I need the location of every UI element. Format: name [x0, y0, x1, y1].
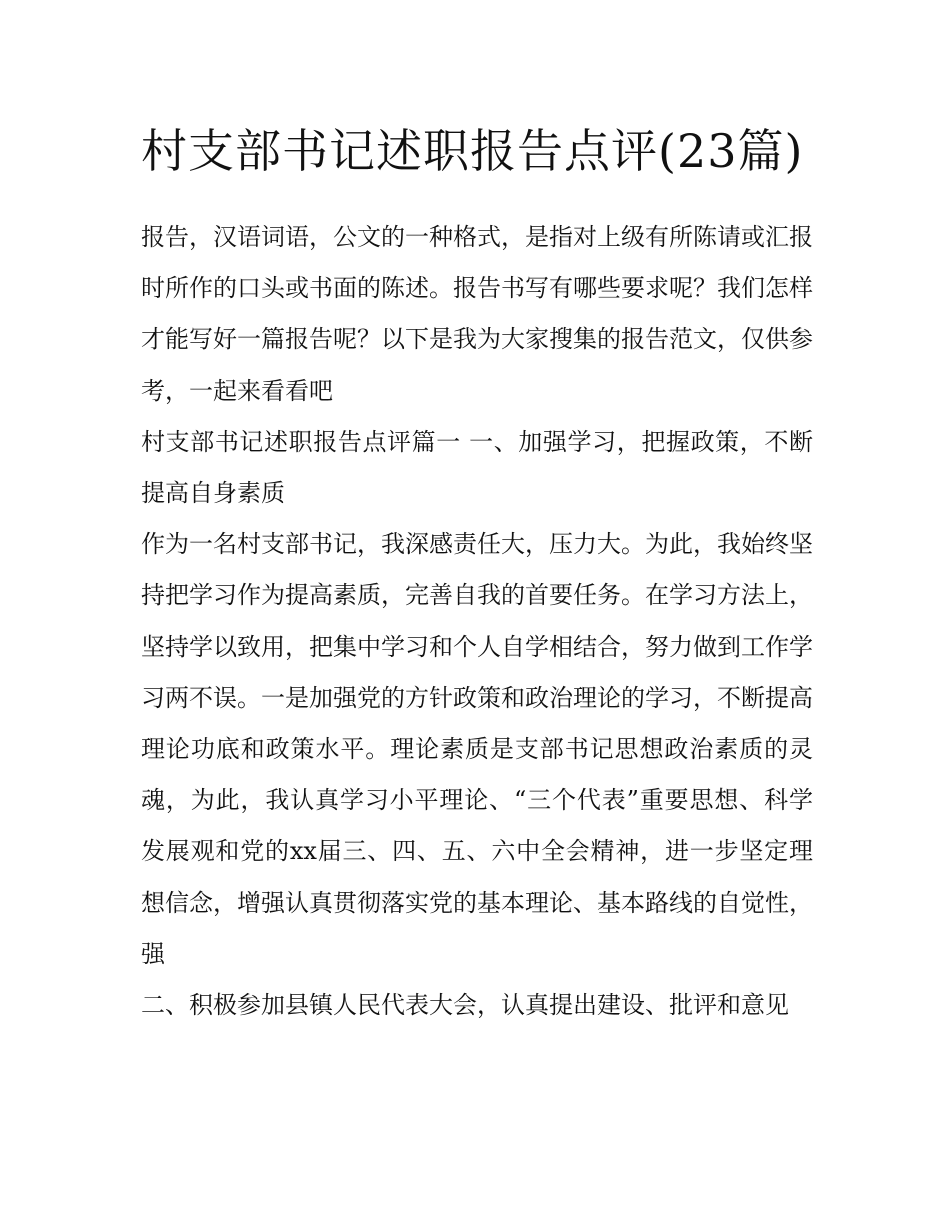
section-heading-paragraph: 村支部书记述职报告点评篇一 一、加强学习，把握政策，不断提高自身素质 [141, 427, 813, 508]
section-heading-paragraph: 二、积极参加县镇人民代表大会，认真提出建设、批评和意见 [141, 991, 789, 1020]
document-body [141, 112, 813, 1031]
document-title: 村支部书记述职报告点评(23篇) [141, 124, 804, 178]
body-paragraph: 作为一名村支部书记，我深感责任大，压力大。为此，我始终坚持把学习作为提高素质，完善自我的首要任务。在学习方法上，坚持学以致用，把集中学习和个人自学相结合，努力做到工作学习两不误。一是加强党的方针政策和政治理论的学习，不断提高理论功底和政策水平。理论素质是支部书记思想政治素质的灵魂，为此，我认真学习小平理论、“三个代表”重要思想、科学发展观和党的xx届三、四、五、六中全会精神，进一步坚定理想信念，增强认真贯彻落实党的基本理论、基本路线的自觉性，强 [141, 530, 813, 968]
intro-paragraph: 报告，汉语词语，公文的一种格式，是指对上级有所陈请或汇报时所作的口头或书面的陈述。报告书写有哪些要求呢？我们怎样才能写好一篇报告呢？以下是我为大家搜集的报告范文，仅供参考，一起来看看吧 [141, 223, 813, 405]
